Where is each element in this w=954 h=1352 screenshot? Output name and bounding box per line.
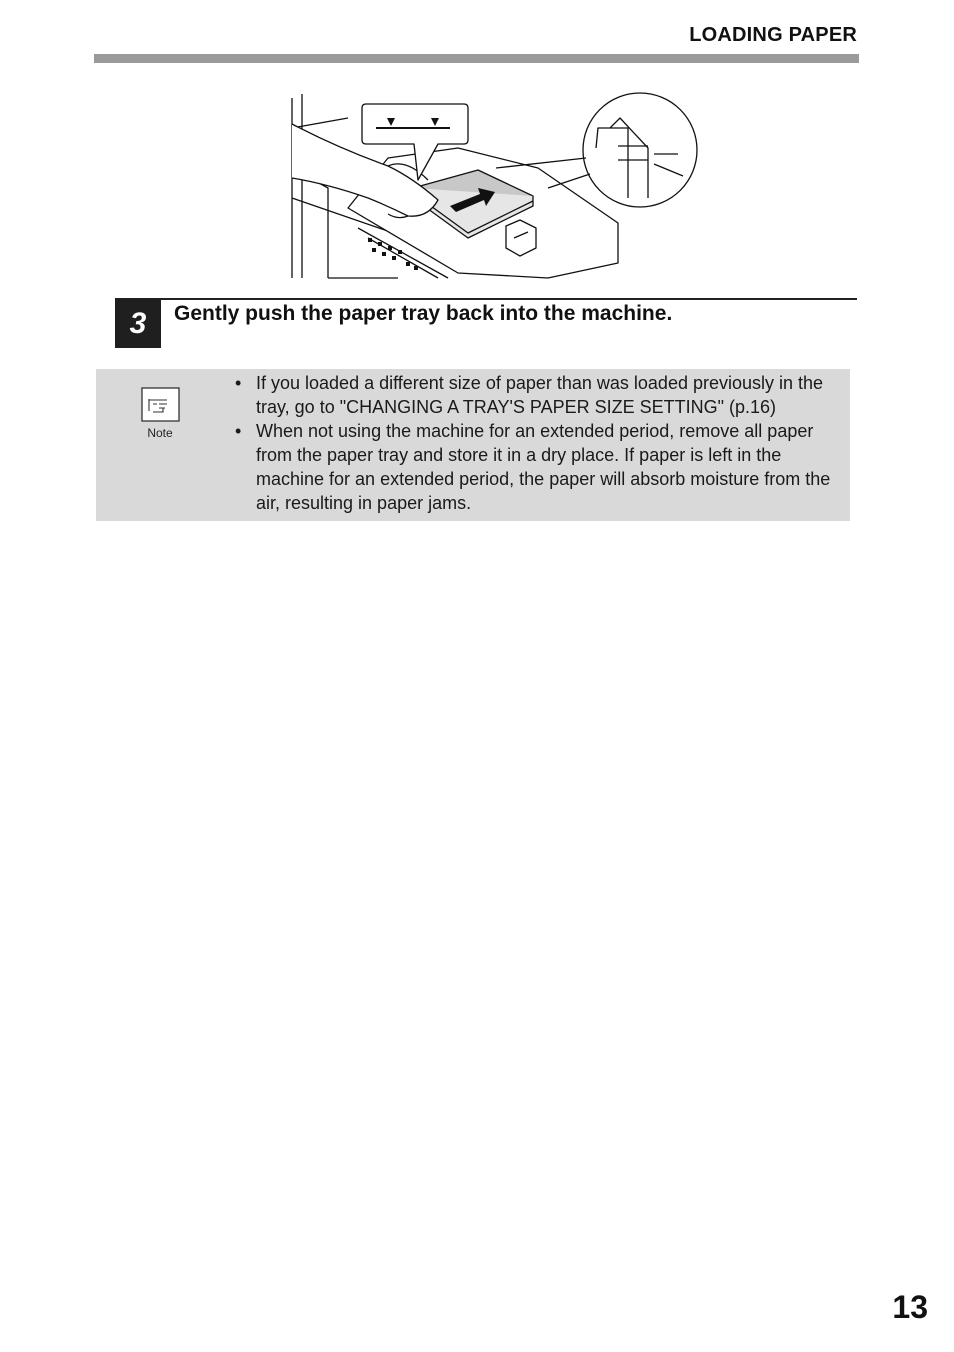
step-instruction: Gently push the paper tray back into the machine. [174, 302, 673, 325]
note-label: Note [147, 426, 173, 440]
bullet: • [235, 373, 242, 393]
paper-tray-illustration [288, 88, 700, 282]
note-list [232, 371, 852, 515]
note-text: If you loaded a different size of paper than was loaded previously in the tray, go to "CHANGING A TRAY'S PAPER SIZE SETTING" (p.16) [256, 373, 824, 417]
list-item [232, 419, 852, 515]
list-item [232, 371, 852, 419]
section-title: LOADING PAPER [689, 24, 857, 46]
note-text: When not using the machine for an extended period, remove all paper from the paper tray and store it in a dry place. If paper is left in the machine for an extended period, the paper will absorb moisture from the air, resulting in paper jams. [256, 421, 831, 513]
step-rule [115, 298, 857, 300]
bullet: • [235, 421, 242, 441]
header-rule [94, 54, 859, 63]
note-box [96, 369, 850, 521]
page-number: 13 [892, 1289, 928, 1325]
step-number-badge: 3 [115, 299, 161, 348]
pointing-hand-icon [139, 387, 181, 423]
